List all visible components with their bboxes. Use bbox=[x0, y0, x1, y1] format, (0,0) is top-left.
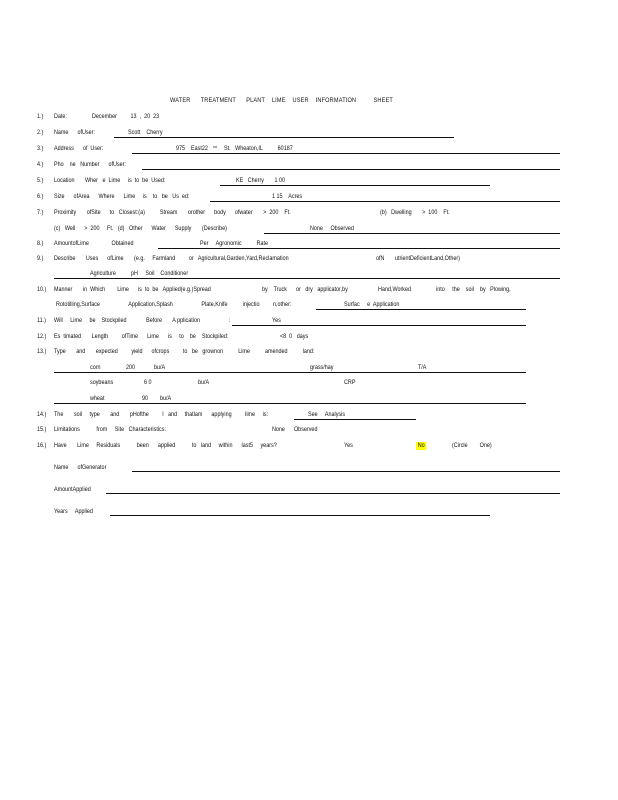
limitations-label: Limitations from Site Characteristics: bbox=[54, 426, 166, 433]
item-14-number: 14.) bbox=[37, 411, 47, 418]
proximity-well-label: (c) Well > 200 Ft. (d) Other Water Supply (Describe) bbox=[54, 225, 227, 232]
crop-row-1-unit: bu/A bbox=[154, 364, 166, 371]
crop-row-2-yield: 6 0 bbox=[144, 379, 152, 386]
crop-row-3-crop: wheat bbox=[90, 395, 105, 402]
item-8-number: 8.) bbox=[37, 240, 44, 247]
location-field-line bbox=[220, 185, 490, 186]
soil-type-field-line bbox=[294, 419, 416, 420]
item-13-number: 13.) bbox=[37, 348, 47, 355]
location-value: KE Cherry 1 00 bbox=[236, 177, 286, 184]
crop-row-1-crop: corn bbox=[90, 364, 101, 371]
item-16-number: 16.) bbox=[37, 442, 47, 449]
address-street: 975 East22 bbox=[176, 145, 208, 152]
application-manner-options: Rototilling,Surface Application,Splash Plate,Knife injectio n,other: bbox=[56, 301, 292, 308]
application-manner-label: Manner in Which Lime is to be Applied(e.g.)Spread bbox=[54, 286, 211, 293]
crop-row-1-alt: grass/hay bbox=[310, 364, 334, 371]
proximity-dwelling: (b) Dwelling > 100 Ft. bbox=[380, 209, 450, 216]
user-name-value: Scott Cherry bbox=[128, 129, 163, 136]
address-city: St. Wheaton,IL 60187 bbox=[224, 145, 293, 152]
stockpiled-colon: : bbox=[229, 317, 231, 324]
proximity-field-line bbox=[264, 233, 560, 234]
item-9-number: 9.) bbox=[37, 255, 44, 262]
date-label: Date: bbox=[54, 113, 67, 120]
stockpiled-label: Will Lime be Stockpiled Before A pplication bbox=[54, 317, 200, 324]
lime-uses-field-line bbox=[54, 278, 560, 279]
user-name-field-line bbox=[114, 137, 454, 138]
crop-row-3-line bbox=[54, 403, 526, 404]
crops-label: Type and expected yield ofcrops to be grownon Lime amended land: bbox=[54, 348, 315, 355]
address-label: Address of User: bbox=[54, 145, 104, 152]
amount-applied-field-line bbox=[106, 493, 560, 494]
crop-row-2-alt: CRP bbox=[344, 379, 356, 386]
date-value: December 13 , 20 23 bbox=[92, 113, 160, 120]
amount-obtained-label: AmountofLime Obtained bbox=[54, 240, 134, 247]
application-manner-plowing: into the soil by Plowing, bbox=[436, 286, 511, 293]
generator-name-field-line bbox=[132, 471, 560, 472]
application-manner-value: Surfac e Application bbox=[344, 301, 400, 308]
stockpile-length-value: <8 0 days bbox=[280, 333, 309, 340]
lime-uses-label: Describe Uses ofLime (e.g. Farmland or Agricultural,Garden,Yard,Reclamation bbox=[54, 255, 289, 262]
phone-field-line bbox=[142, 169, 560, 170]
address-field-line bbox=[132, 153, 560, 154]
amount-applied-label: AmountApplied bbox=[54, 486, 91, 493]
item-3-number: 3.) bbox=[37, 145, 44, 152]
item-6-number: 6.) bbox=[37, 193, 44, 200]
stockpiled-value: Yes bbox=[272, 317, 281, 324]
proximity-other-value: None Observed bbox=[310, 225, 354, 232]
amount-obtained-field-line bbox=[158, 248, 560, 249]
soil-type-value: See Analysis bbox=[308, 411, 346, 418]
crop-row-1-line bbox=[54, 372, 526, 373]
item-2-number: 2.) bbox=[37, 129, 44, 136]
area-size-label: Size ofArea Where Lime is to be Us ed: bbox=[54, 193, 190, 200]
item-4-number: 4.) bbox=[37, 161, 44, 168]
item-12-number: 12.) bbox=[37, 333, 47, 340]
crop-row-1-alt-unit: T/A bbox=[418, 364, 427, 371]
area-size-field-line bbox=[210, 201, 560, 202]
soil-type-label: The soil type and pHofthe l and thatlam applying lime is: bbox=[54, 411, 269, 418]
proximity-label: Proximity ofSite to Closest:(a) Stream orother body ofwater > 200 Ft. bbox=[54, 209, 291, 216]
limitations-value: None Observed bbox=[272, 426, 318, 433]
residuals-label: Have Lime Residuals been applied to land within last5 years? bbox=[54, 442, 277, 449]
item-7-number: 7.) bbox=[37, 209, 44, 216]
crop-row-3-yield: 90 bbox=[142, 395, 149, 402]
location-label: Location Wher e Lime is to be Used: bbox=[54, 177, 166, 184]
application-manner-field-line bbox=[316, 309, 526, 310]
residuals-yes-option[interactable]: Yes bbox=[344, 442, 353, 449]
crop-row-2-crop: soybeans bbox=[90, 379, 114, 386]
phone-label: Pho ne Number ofUser: bbox=[54, 161, 126, 168]
application-manner-truck: by Truck or dry applicator,by bbox=[262, 286, 348, 293]
lime-uses-value: Agriculture pH Soil Conditioner bbox=[90, 270, 189, 277]
sheet-title: WATER TREATMENT PLANT LIME USER INFORMATION SHEET bbox=[170, 97, 394, 104]
user-name-label: Name ofUser: bbox=[54, 129, 95, 136]
item-5-number: 5.) bbox=[37, 177, 44, 184]
years-applied-label: Years Applied bbox=[54, 508, 93, 515]
generator-name-label: Name ofGenerator bbox=[54, 464, 107, 471]
item-11-number: 11.) bbox=[37, 317, 46, 324]
residuals-no-option[interactable]: No bbox=[417, 442, 425, 449]
years-applied-field-line bbox=[110, 515, 490, 516]
amount-obtained-value: Per Agronomic Rate bbox=[200, 240, 269, 247]
crop-row-3-unit: bu/A bbox=[160, 395, 172, 402]
item-10-number: 10.) bbox=[37, 286, 47, 293]
application-manner-hand: Hand,Worked bbox=[378, 286, 412, 293]
residuals-circle-instruction: (Circle One) bbox=[452, 442, 492, 449]
stockpiled-field-line bbox=[232, 325, 526, 326]
crop-row-1-yield: 200 bbox=[126, 364, 136, 371]
crop-row-2-unit: bu/A bbox=[198, 379, 210, 386]
item-1-number: 1.) bbox=[37, 113, 44, 120]
lime-uses-options: ofN utrientDeficientLand,Other) bbox=[376, 255, 460, 262]
stockpile-length-label: Es timated Length ofTime Lime is to be Stockpiled: bbox=[54, 333, 229, 340]
area-size-value: 1 15 Acres bbox=[272, 193, 303, 200]
address-ordinal: nd bbox=[213, 144, 217, 149]
item-15-number: 15.) bbox=[37, 426, 47, 433]
